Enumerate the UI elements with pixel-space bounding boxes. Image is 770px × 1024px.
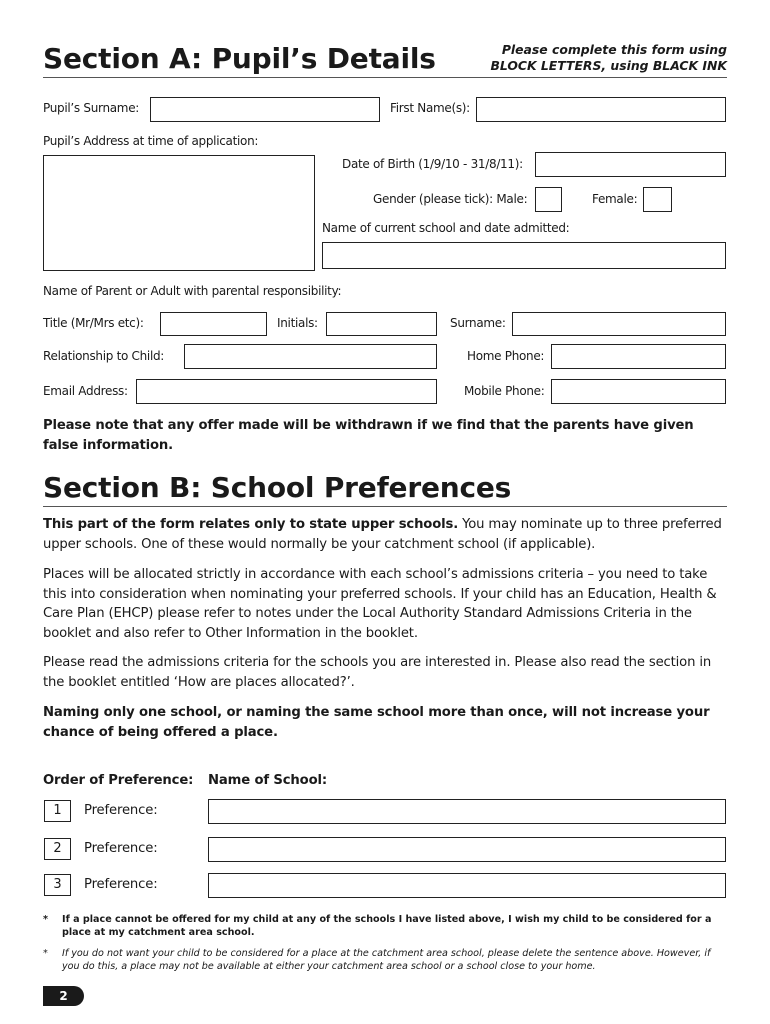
false-info-warning — [43, 416, 733, 455]
preference-number-3: 3 — [44, 874, 71, 896]
address-input[interactable] — [43, 155, 315, 271]
allocation-paragraph: Places will be allocated strictly in accordance with each school’s admissions criteria – you need to take this into consideration when nominating your preferred schools. If your child has an Education, Health & Care Plan (EHCP) please refer to notes under the Local Authority Standard Admissions Criteria in the booklet and also refer to Other Information in the booklet. — [43, 567, 717, 641]
first-names-input[interactable] — [476, 97, 726, 122]
preference-3-input[interactable] — [208, 873, 726, 898]
preference-label-3: Preference: — [84, 877, 158, 892]
page-number: 2 — [43, 986, 84, 1006]
relationship-label: Relationship to Child: — [43, 349, 165, 363]
title-label: Title (Mr/Mrs etc): — [43, 316, 144, 330]
instruction-line-2: BLOCK LETTERS, using BLACK INK — [490, 58, 727, 73]
dob-label: Date of Birth (1/9/10 - 31/8/11): — [342, 157, 523, 171]
form-instructions — [467, 42, 727, 74]
initials-label: Initials: — [277, 316, 318, 330]
section-b-divider — [43, 506, 727, 507]
email-input[interactable] — [136, 379, 437, 404]
first-names-label: First Name(s): — [390, 101, 470, 115]
address-label: Pupil’s Address at time of application: — [43, 134, 259, 148]
mobile-phone-input[interactable] — [551, 379, 726, 404]
surname-input[interactable] — [150, 97, 380, 122]
male-checkbox[interactable] — [535, 187, 562, 212]
warning-line-2: false information. — [43, 437, 173, 453]
initials-input[interactable] — [326, 312, 437, 336]
order-header: Order of Preference: — [43, 773, 194, 788]
preference-1-input[interactable] — [208, 799, 726, 824]
note-2-marker: * — [43, 948, 48, 959]
parent-surname-input[interactable] — [512, 312, 726, 336]
preference-2-input[interactable] — [208, 837, 726, 862]
parent-surname-label: Surname: — [450, 316, 506, 330]
instruction-line-1: Please complete this form using — [501, 42, 727, 57]
criteria-paragraph: Please read the admissions criteria for the schools you are interested in. Please also read the section in the booklet entitled ‘How are places allocated?’. — [43, 655, 712, 690]
section-a-divider — [43, 77, 727, 78]
dob-input[interactable] — [535, 152, 726, 177]
preference-number-2: 2 — [44, 838, 71, 860]
catchment-consideration-note: If a place cannot be offered for my child at any of the schools I have listed above, I wish my child to be considered for a place at my catchment area school. — [62, 914, 712, 938]
note-1-marker: * — [43, 914, 49, 925]
surname-label: Pupil’s Surname: — [43, 101, 140, 115]
home-phone-input[interactable] — [551, 344, 726, 369]
gender-male-label: Gender (please tick): Male: — [373, 192, 528, 206]
female-label: Female: — [592, 192, 638, 206]
home-phone-label: Home Phone: — [467, 349, 545, 363]
section-b-title: Section B: School Preferences — [43, 471, 512, 504]
delete-sentence-note: If you do not want your child to be considered for a place at the catchment area school, please delete the sentence above. However, if you do this, a place may not be available at either your catchment area school or a school close to your home. — [62, 948, 711, 972]
preference-label-2: Preference: — [84, 841, 158, 856]
female-checkbox[interactable] — [643, 187, 672, 212]
email-label: Email Address: — [43, 384, 128, 398]
preference-number-1: 1 — [44, 800, 71, 822]
title-input[interactable] — [160, 312, 267, 336]
school-name-header: Name of School: — [208, 773, 327, 788]
upper-schools-bold: This part of the form relates only to state upper schools. — [43, 517, 459, 532]
parent-label: Name of Parent or Adult with parental responsibility: — [43, 284, 342, 298]
upper-schools-paragraph — [43, 515, 727, 554]
mobile-phone-label: Mobile Phone: — [464, 384, 545, 398]
upper-schools-text: You may nominate up to three preferred upper schools. One of these would normally be your catchment school (if applicable). — [43, 517, 722, 552]
naming-warning: Naming only one school, or naming the same school more than once, will not increase your chance of being offered a place. — [43, 705, 710, 740]
preference-label-1: Preference: — [84, 803, 158, 818]
relationship-input[interactable] — [184, 344, 437, 369]
warning-line-1: Please note that any offer made will be withdrawn if we find that the parents have given — [43, 418, 694, 433]
current-school-input[interactable] — [322, 242, 726, 269]
current-school-label: Name of current school and date admitted: — [322, 221, 570, 235]
section-a-title: Section A: Pupil’s Details — [43, 42, 436, 75]
